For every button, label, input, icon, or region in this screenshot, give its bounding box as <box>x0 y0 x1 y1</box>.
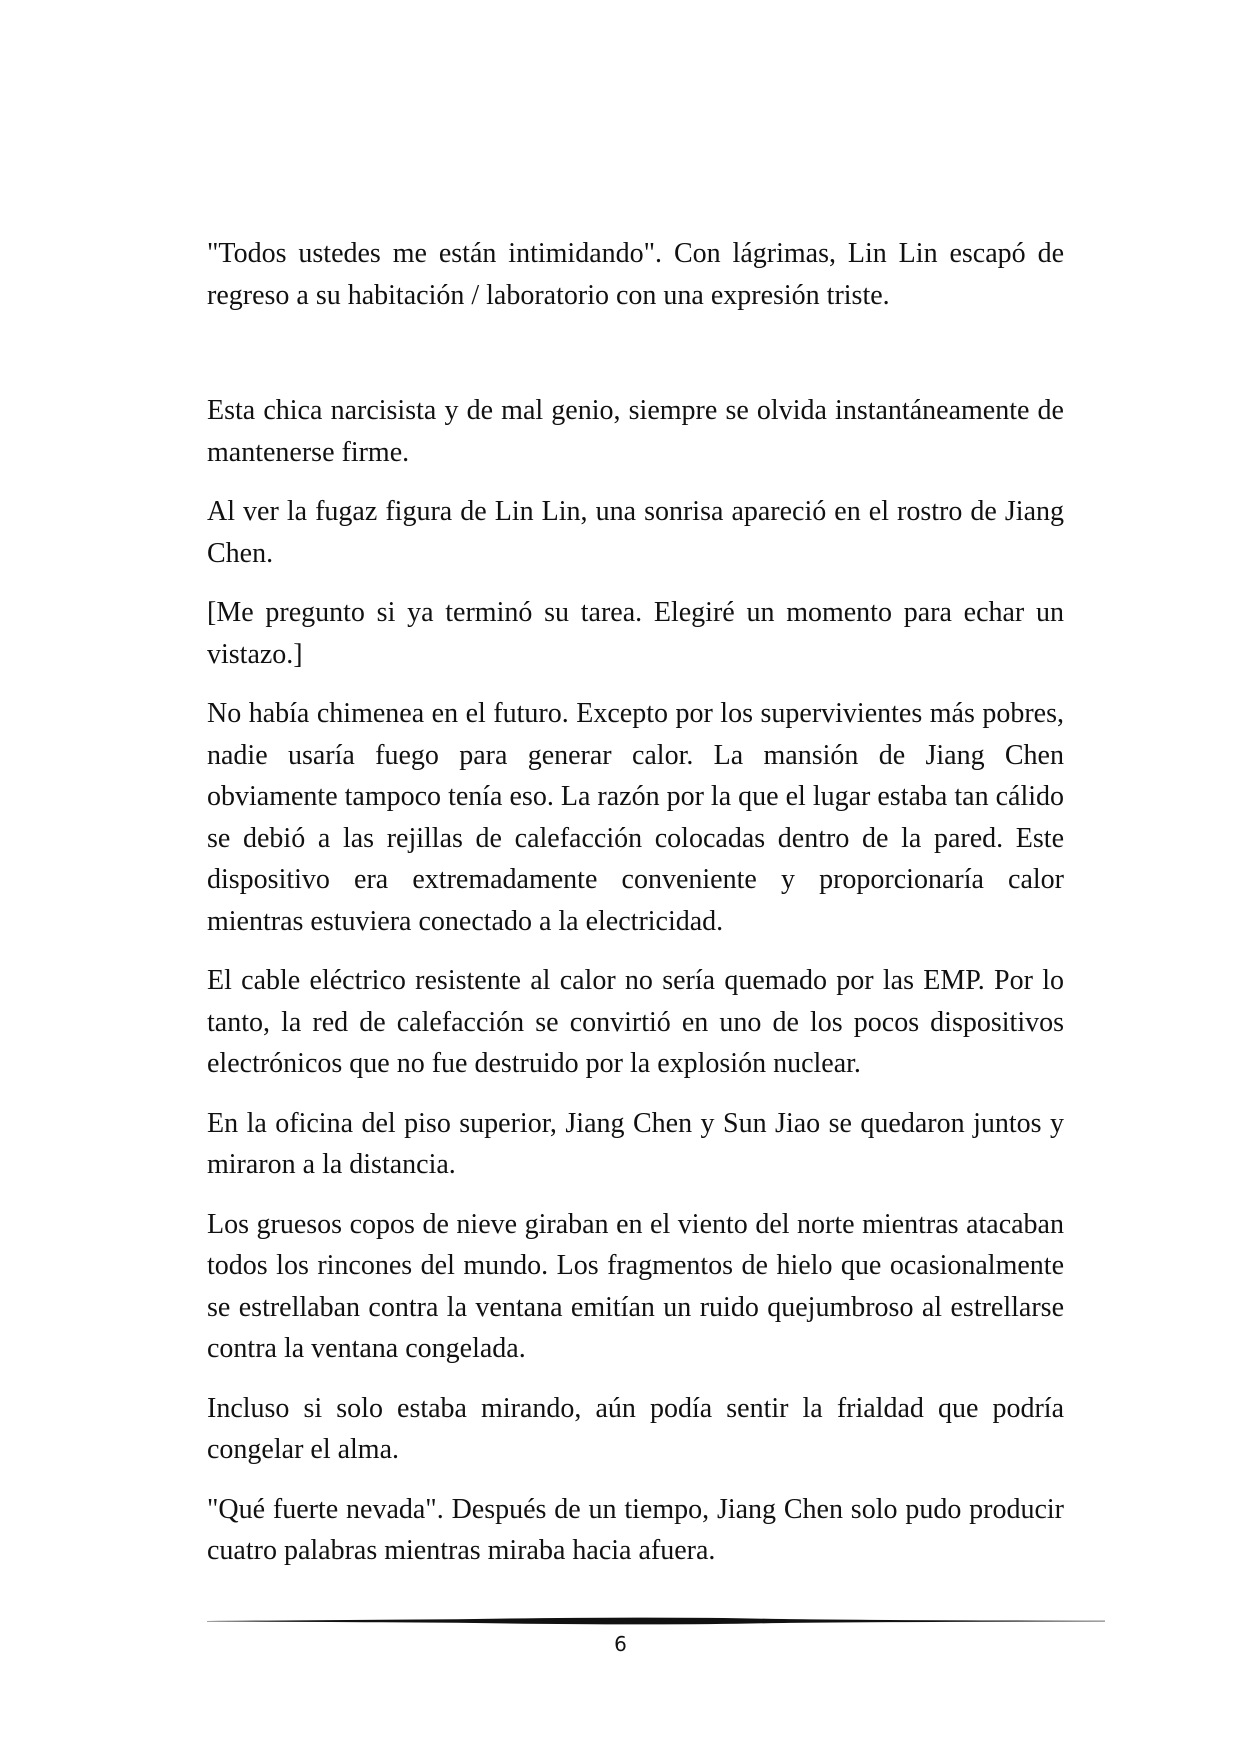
page-number: 6 <box>614 1632 627 1656</box>
paragraph: Los gruesos copos de nieve giraban en el viento del norte mientras atacaban todos los rincones del mundo. Los fragmentos de hielo que ocasionalmente se estrellaban contra la ventana emitían un ruido quejumbroso al estrellarse contra la ventana congelada. <box>207 1208 1064 1364</box>
opening-text-block <box>207 233 1064 334</box>
footer-divider <box>207 1614 1105 1628</box>
paragraph: El cable eléctrico resistente al calor no sería quemado por las EMP. Por lo tanto, la red de calefacción se convirtió en uno de los pocos dispositivos electrónicos que no fue destruido por la explosión nuclear. <box>207 965 1064 1079</box>
body-text-block <box>207 390 1064 1590</box>
paragraph: "Todos ustedes me están intimidando". Con lágrimas, Lin Lin escapó de regreso a su habitación / laboratorio con una expresión triste. <box>207 238 1064 311</box>
paragraph: En la oficina del piso superior, Jiang Chen y Sun Jiao se quedaron juntos y miraron a la distancia. <box>207 1107 1064 1180</box>
paragraph: No había chimenea en el futuro. Excepto por los supervivientes más pobres, nadie usaría fuego para generar calor. La mansión de Jiang Chen obviamente tampoco tenía eso. La razón por la que el lugar estaba tan cálido se debió a las rejillas de calefacción colocadas dentro de la pared. Este dispositivo era extremadamente conveniente y proporcionaría calor mientras estuviera conectado a la electricidad. <box>207 698 1064 937</box>
paragraph: Incluso si solo estaba mirando, aún podía sentir la frialdad que podría congelar el alma. <box>207 1392 1064 1465</box>
paragraph: Esta chica narcisista y de mal genio, siempre se olvida instantáneamente de mantenerse firme. <box>207 395 1064 468</box>
paragraph: "Qué fuerte nevada". Después de un tiempo, Jiang Chen solo pudo producir cuatro palabras mientras miraba hacia afuera. <box>207 1493 1064 1566</box>
paragraph: [Me pregunto si ya terminó su tarea. Elegiré un momento para echar un vistazo.] <box>207 597 1064 670</box>
paragraph: Al ver la fugaz figura de Lin Lin, una sonrisa apareció en el rostro de Jiang Chen. <box>207 496 1064 569</box>
